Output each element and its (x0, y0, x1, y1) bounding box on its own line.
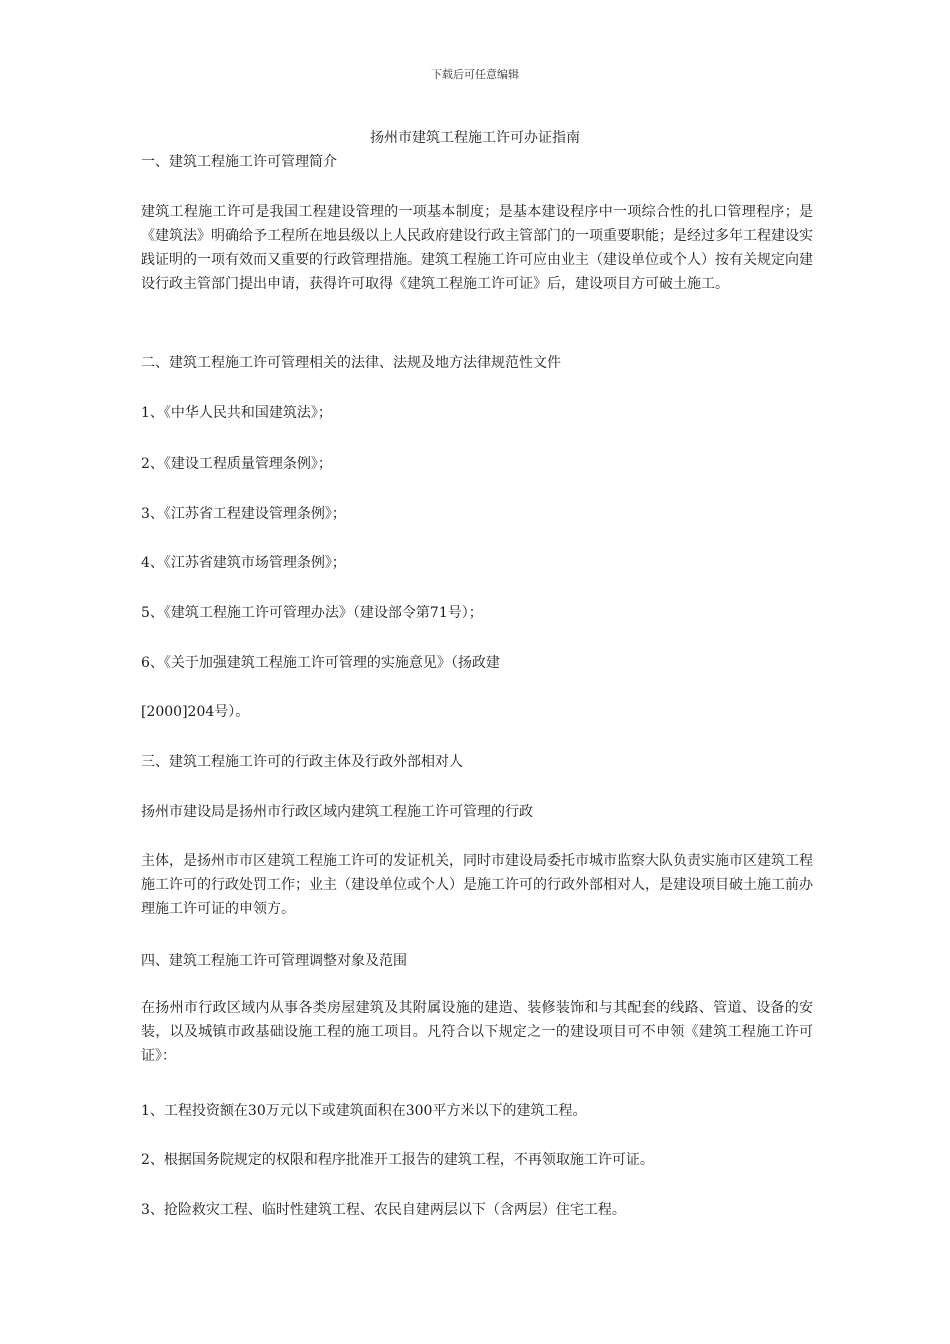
law-item-1: 1、《中华人民共和国建筑法》； (141, 405, 332, 421)
section-3-heading: 三、建筑工程施工许可的行政主体及行政外部相对人 (141, 754, 463, 770)
law-item-2: 2、《建设工程质量管理条例》； (141, 456, 332, 472)
section-1-heading: 一、建筑工程施工许可管理简介 (141, 154, 337, 170)
section-4-heading: 四、建筑工程施工许可管理调整对象及范围 (141, 953, 407, 969)
law-item-3: 3、《江苏省工程建设管理条例》； (141, 506, 346, 522)
law-item-6-continued: [2000]204号）。 (141, 704, 250, 720)
section-3-first-line: 扬州市建设局是扬州市行政区域内建筑工程施工许可管理的行政 (141, 804, 533, 820)
section-4-body: 在扬州市行政区域内从事各类房屋建筑及其附属设施的建造、装修装饰和与其配套的线路、管道、设备的安装，以及城镇市政基础设施工程的施工项目。凡符合以下规定之一的建设项目可不申领《建筑工程施工许可证》： (141, 1000, 813, 1064)
section-3-body: 主体，是扬州市市区建筑工程施工许可的发证机关，同时市建设局委托市城市监察大队负责实施市区建筑工程施工许可的行政处罚工作；业主（建设单位或个人）是施工许可的行政外部相对人，是建设项目破土施工前办理施工许可证的申领方。 (141, 853, 813, 917)
law-item-5: 5、《建筑工程施工许可管理办法》（建设部令第71号）； (141, 605, 483, 621)
header-note: 下载后可任意编辑 (431, 68, 519, 81)
document-title: 扬州市建筑工程施工许可办证指南 (370, 130, 580, 146)
exemption-item-3: 3、抢险救灾工程、临时性建筑工程、农民自建两层以下（含两层）住宅工程。 (141, 1202, 626, 1218)
exemption-item-1: 1、工程投资额在30万元以下或建筑面积在300平方米以下的建筑工程。 (141, 1103, 587, 1119)
section-1-body: 建筑工程施工许可是我国工程建设管理的一项基本制度；是基本建设程序中一项综合性的扎口管理程序；是《建筑法》明确给予工程所在地县级以上人民政府建设行政主管部门的一项重要职能；是经过多年工程建设实践证明的一项有效而又重要的行政管理措施。建筑工程施工许可应由业主（建设单位或个人）按有关规定向建设行政主管部门提出申请，获得许可取得《建筑工程施工许可证》后，建设项目方可破土施工。 (141, 204, 813, 292)
law-item-6: 6、《关于加强建筑工程施工许可管理的实施意见》（扬政建 (141, 655, 500, 671)
law-item-4: 4、《江苏省建筑市场管理条例》； (141, 555, 346, 571)
section-2-heading: 二、建筑工程施工许可管理相关的法律、法规及地方法律规范性文件 (141, 355, 561, 371)
exemption-item-2: 2、根据国务院规定的权限和程序批准开工报告的建筑工程，不再领取施工许可证。 (141, 1152, 654, 1168)
